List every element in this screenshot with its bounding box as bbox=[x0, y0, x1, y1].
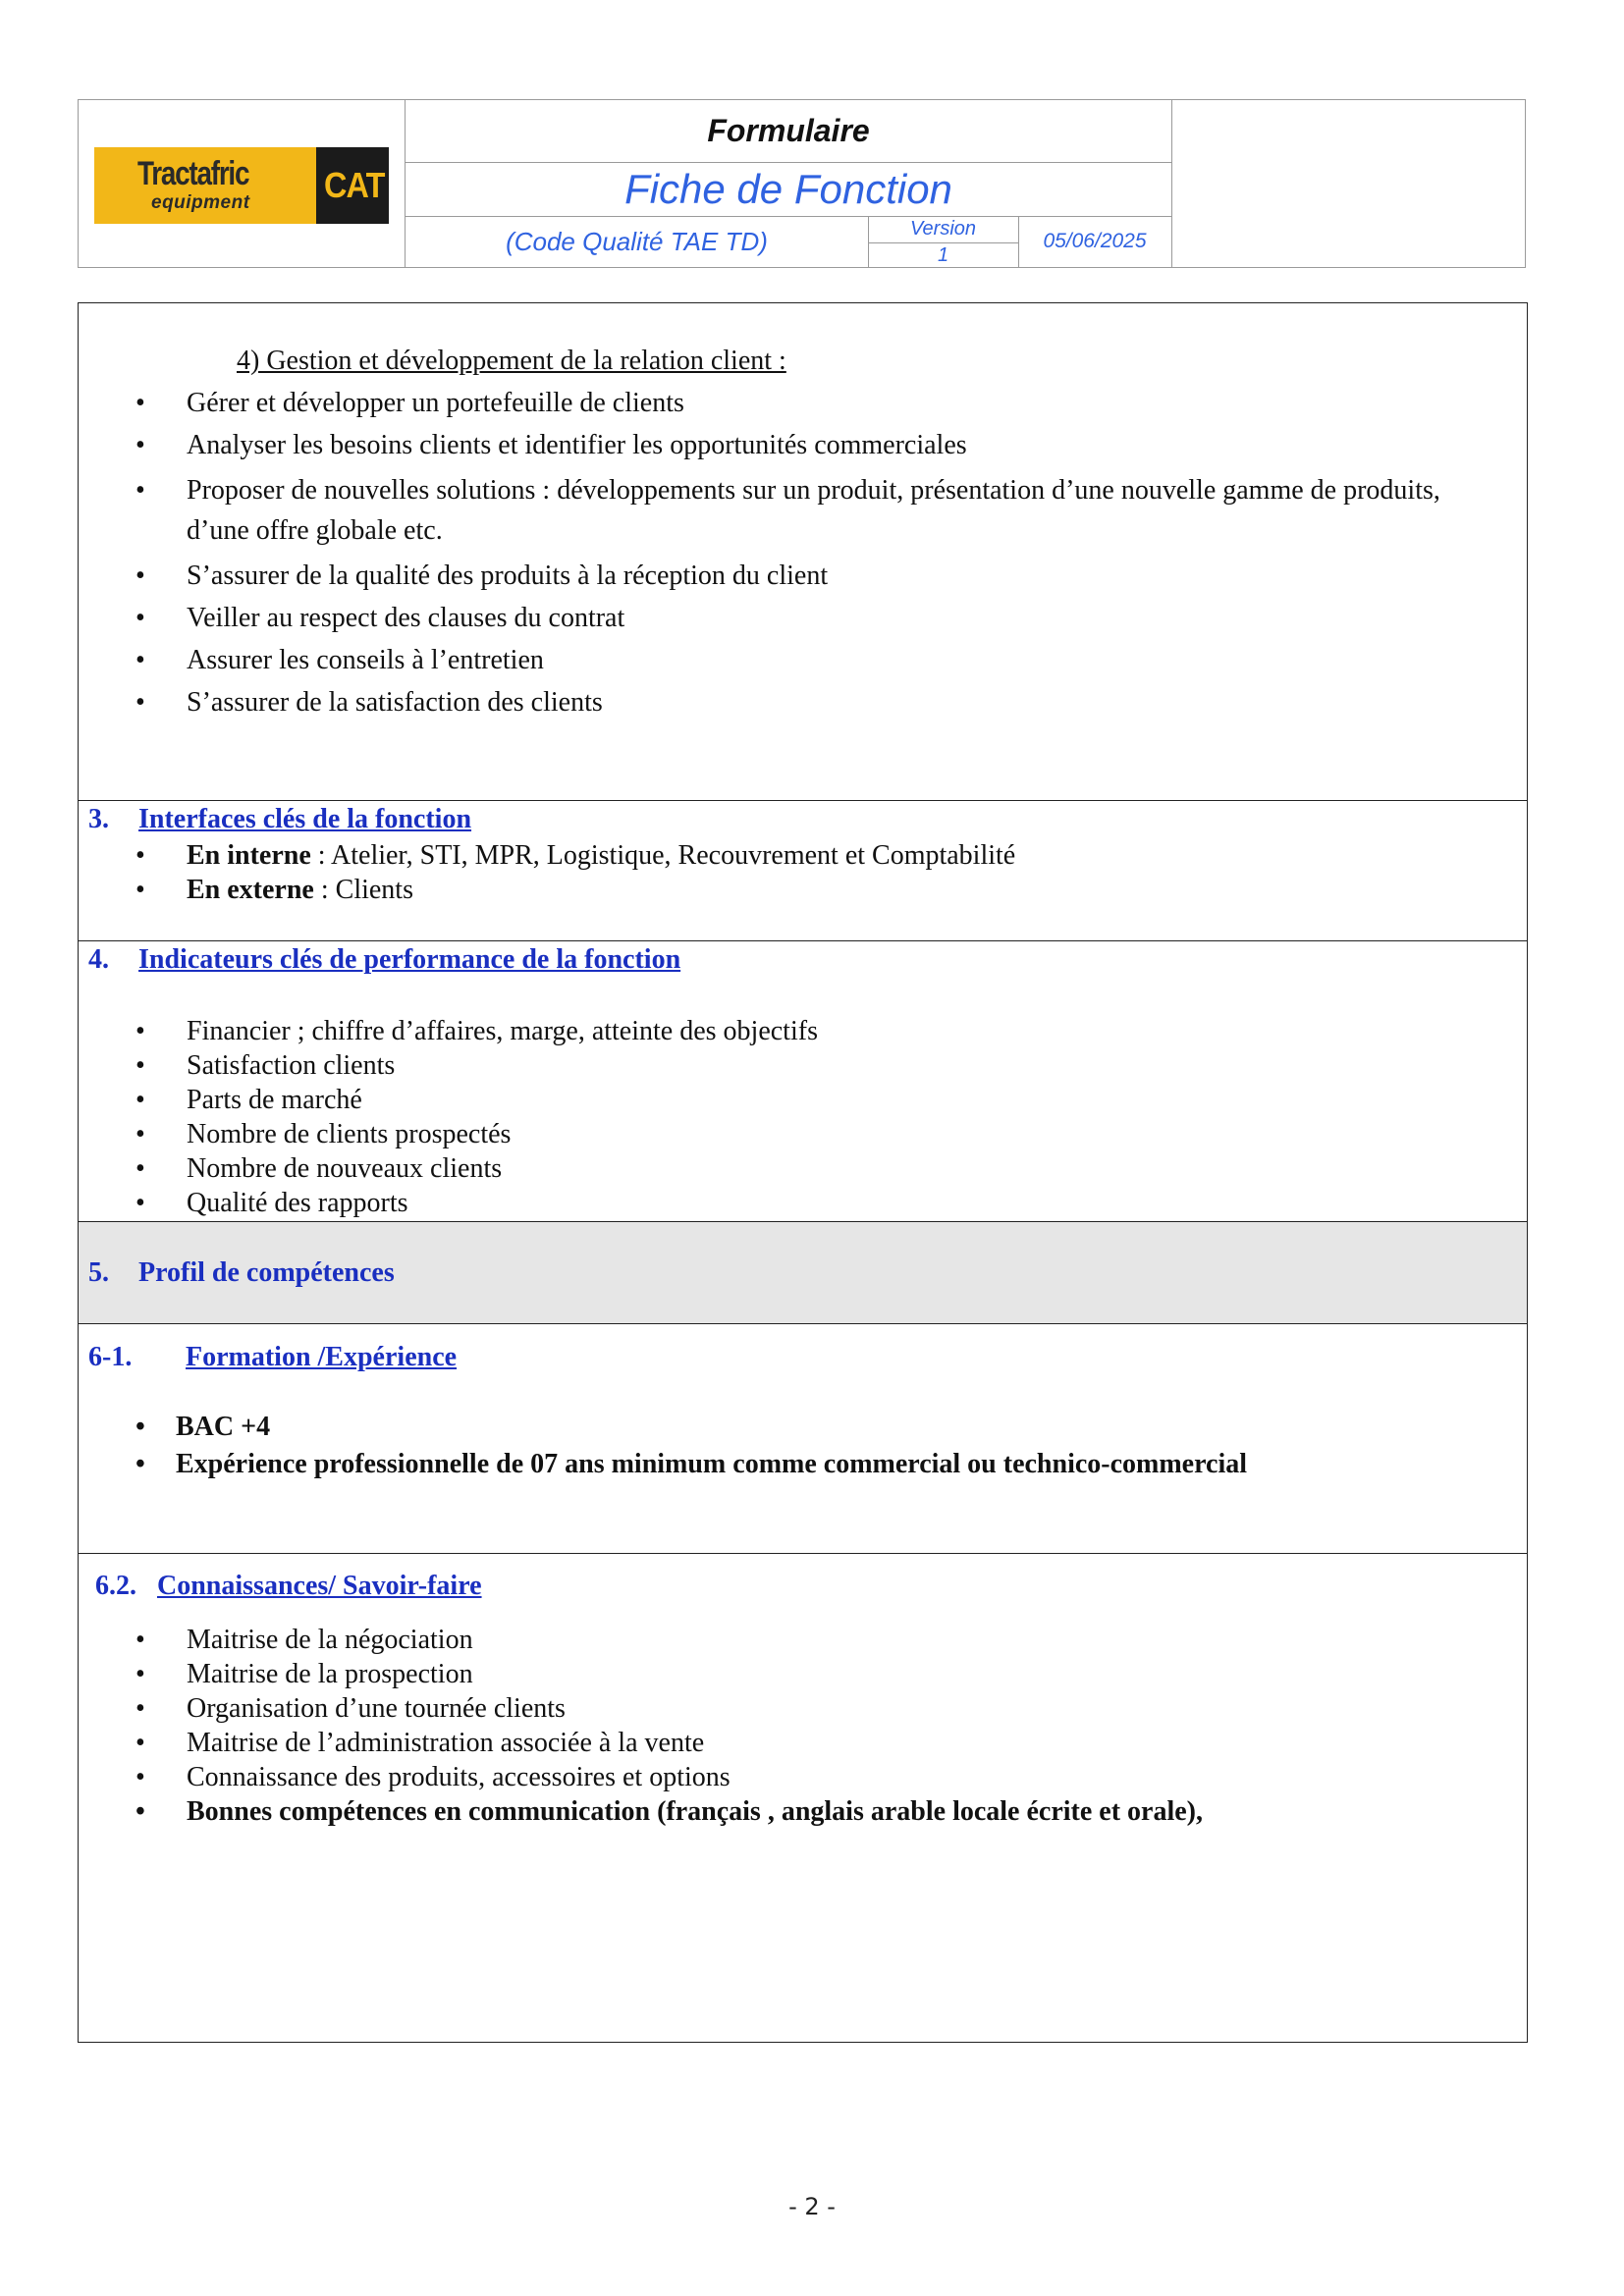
section-training bbox=[79, 1324, 1527, 1554]
indicators-list bbox=[79, 1014, 1488, 1220]
section-title: Indicateurs clés de performance de la fonction bbox=[138, 944, 681, 975]
document-date: 05/06/2025 bbox=[1043, 230, 1147, 252]
section-title: Connaissances/ Savoir-faire bbox=[157, 1571, 482, 1601]
section-number: 6-1. bbox=[88, 1342, 133, 1372]
section-heading bbox=[88, 941, 681, 979]
section-number: 4. bbox=[88, 944, 109, 975]
list-item: • Maitrise de la négociation bbox=[79, 1623, 1488, 1657]
section-number: 6.2. bbox=[95, 1571, 136, 1601]
company-logo bbox=[94, 147, 389, 224]
document-header bbox=[78, 99, 1526, 268]
list-item: • S’assurer de la qualité des produits à la réception du client bbox=[79, 559, 1488, 593]
section-heading bbox=[95, 1568, 482, 1605]
list-item: • Connaissance des produits, accessoires et options bbox=[79, 1760, 1488, 1794]
section-title: Interfaces clés de la fonction bbox=[138, 804, 472, 834]
list-item: • S’assurer de la satisfaction des clients bbox=[79, 685, 1488, 720]
training-list bbox=[79, 1409, 1488, 1483]
section-number: 5. bbox=[88, 1257, 109, 1288]
quality-code: (Code Qualité TAE TD) bbox=[406, 216, 869, 267]
page-number: - 2 - bbox=[788, 2193, 836, 2220]
section-knowledge bbox=[79, 1554, 1527, 2042]
list-item: • En externe : Clients bbox=[79, 873, 1488, 907]
meta-row bbox=[406, 216, 1171, 267]
logo-brand-text: Tractafric bbox=[137, 155, 249, 192]
list-item: • Satisfaction clients bbox=[79, 1048, 1488, 1083]
list-item: • Financier ; chiffre d’affaires, marge, atteinte des objectifs bbox=[79, 1014, 1488, 1048]
section-title: Profil de compétences bbox=[138, 1257, 395, 1288]
list-item: • Gérer et développer un portefeuille de clients bbox=[79, 386, 1488, 420]
section-relation-client bbox=[79, 303, 1527, 801]
list-item: • Nombre de nouveaux clients bbox=[79, 1151, 1488, 1186]
logo-cell bbox=[79, 100, 406, 267]
list-item: • En interne : Atelier, STI, MPR, Logistique, Recouvrement et Comptabilité bbox=[79, 838, 1488, 873]
blank-cell bbox=[1171, 100, 1525, 267]
list-item: • Organisation d’une tournée clients bbox=[79, 1691, 1488, 1726]
list-item: • Bonnes compétences en communication (français , anglais arable locale écrite et orale), bbox=[79, 1794, 1488, 1829]
content-table bbox=[78, 302, 1528, 2043]
section-relation-heading: 4) Gestion et développement de la relation client : bbox=[237, 346, 786, 376]
version-number: 1 bbox=[937, 244, 949, 266]
section-title: Formation /Expérience bbox=[186, 1342, 458, 1372]
section-heading bbox=[88, 1255, 395, 1292]
list-item: • Expérience professionnelle de 07 ans minimum comme commercial ou technico-commercial bbox=[79, 1446, 1488, 1483]
section-heading bbox=[88, 801, 472, 838]
list-item: • Proposer de nouvelles solutions : développements sur un produit, présentation d’une nouvelle gamme de produits, d’une offre globale etc. bbox=[79, 470, 1488, 551]
title-cell bbox=[406, 100, 1171, 267]
section-number: 3. bbox=[88, 804, 109, 834]
list-item: • Assurer les conseils à l’entretien bbox=[79, 643, 1488, 677]
document-title: Fiche de Fonction bbox=[406, 162, 1171, 217]
section-indicators bbox=[79, 941, 1527, 1222]
interfaces-list bbox=[79, 838, 1488, 907]
form-label: Formulaire bbox=[406, 100, 1171, 163]
version-box bbox=[868, 216, 1019, 267]
knowledge-list bbox=[79, 1623, 1488, 1829]
cat-logo-mark: CAT bbox=[324, 165, 385, 205]
section-interfaces bbox=[79, 801, 1527, 941]
list-item: • Maitrise de la prospection bbox=[79, 1657, 1488, 1691]
section-heading bbox=[88, 1339, 458, 1376]
relation-list bbox=[79, 386, 1488, 720]
list-item: • Analyser les besoins clients et identifier les opportunités commerciales bbox=[79, 428, 1488, 462]
list-item: • Veiller au respect des clauses du contrat bbox=[79, 601, 1488, 635]
version-label: Version bbox=[868, 216, 1018, 243]
list-item: • Nombre de clients prospectés bbox=[79, 1117, 1488, 1151]
section-profile bbox=[79, 1222, 1527, 1324]
list-item: • BAC +4 bbox=[79, 1409, 1488, 1446]
logo-sub-text: equipment bbox=[151, 192, 250, 213]
list-item: • Parts de marché bbox=[79, 1083, 1488, 1117]
list-item: • Maitrise de l’administration associée à la vente bbox=[79, 1726, 1488, 1760]
list-item: • Qualité des rapports bbox=[79, 1186, 1488, 1220]
